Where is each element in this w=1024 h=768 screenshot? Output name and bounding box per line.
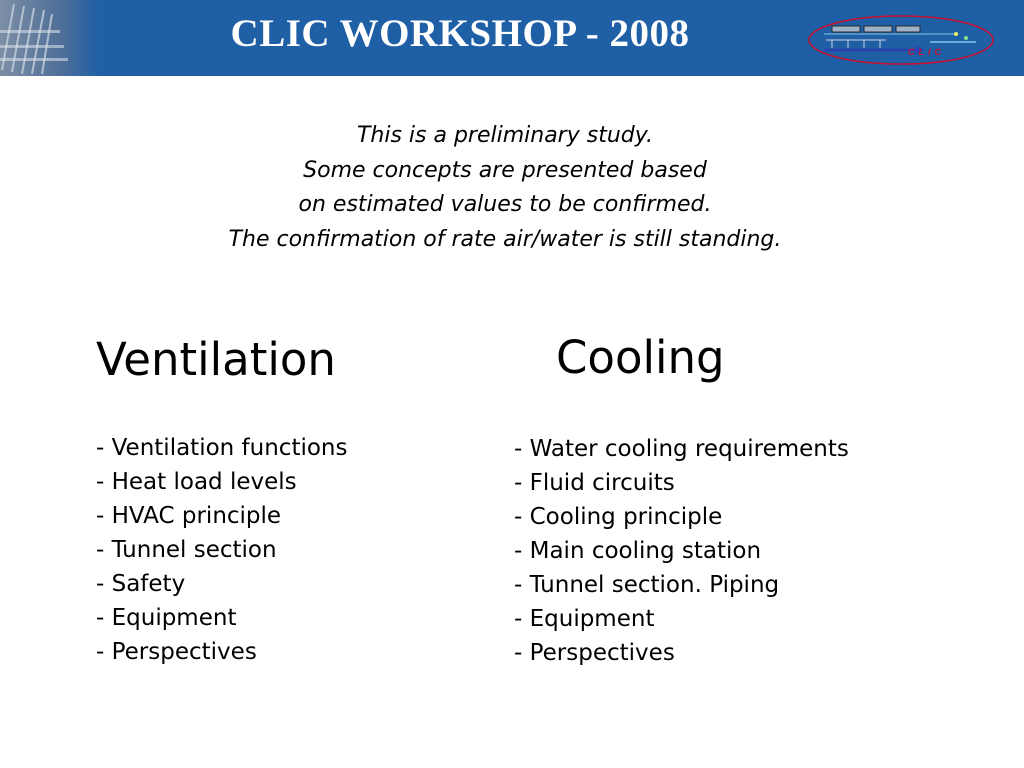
intro-line: Some concepts are presented based — [303, 157, 707, 183]
list-item: - Water cooling requirements — [514, 436, 849, 462]
header-title: CLIC WORKSHOP - 2008 — [230, 12, 690, 55]
intro-line: This is a preliminary study. — [356, 123, 654, 148]
list-item: - Tunnel section. Piping — [514, 572, 780, 598]
cooling-heading: Cooling — [556, 331, 725, 384]
intro-line: on estimated values to be confirmed. — [298, 192, 712, 217]
intro-text — [0, 119, 1010, 257]
ventilation-list — [96, 431, 347, 669]
header-banner — [0, 0, 1024, 76]
list-item: - Fluid circuits — [514, 470, 675, 496]
list-item: - Safety — [96, 571, 186, 597]
list-item: - Ventilation functions — [96, 435, 348, 461]
intro-line: The confirmation of rate air/water is still standing. — [228, 226, 782, 252]
list-item: - Heat load levels — [96, 469, 297, 495]
list-item: - HVAC principle — [96, 503, 282, 529]
list-item: - Perspectives — [96, 639, 257, 665]
header-photo-image — [0, 0, 100, 76]
list-item: - Cooling principle — [514, 504, 723, 530]
clic-logo-image — [806, 14, 996, 66]
list-item: - Equipment — [96, 605, 237, 631]
list-item: - Perspectives — [514, 640, 675, 666]
list-item: - Tunnel section — [96, 537, 277, 563]
cooling-list — [514, 432, 849, 670]
ventilation-heading: Ventilation — [96, 333, 336, 386]
list-item: - Equipment — [514, 606, 655, 632]
logo-text: CLIC — [908, 47, 945, 57]
list-item: - Main cooling station — [514, 538, 762, 564]
